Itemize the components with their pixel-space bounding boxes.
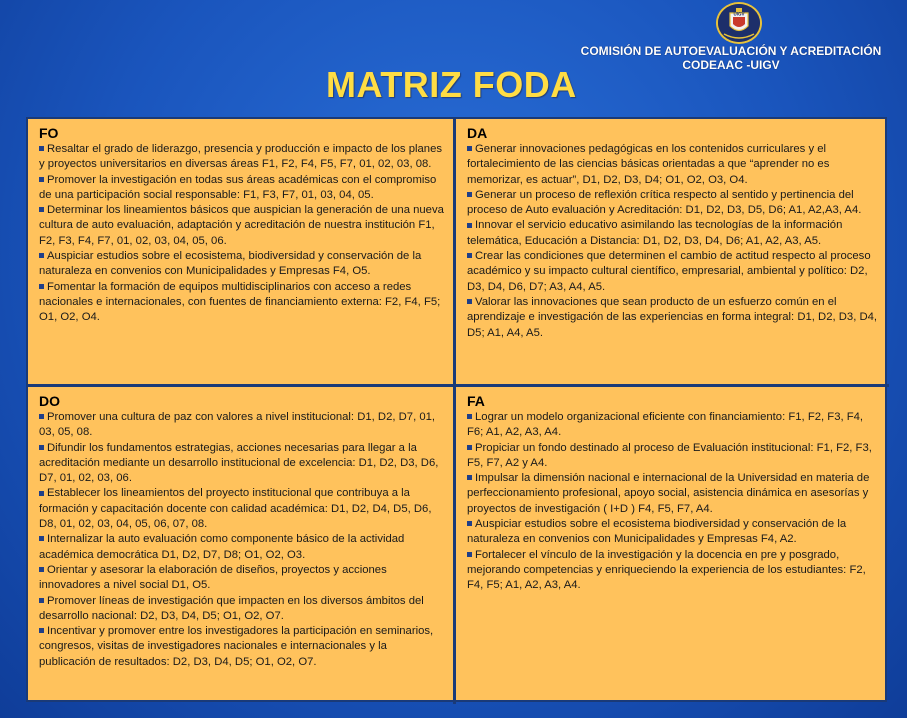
strategy-item	[39, 142, 445, 173]
square-bullet-icon	[467, 192, 472, 197]
university-logo	[716, 2, 762, 44]
quadrant-do-heading: DO	[39, 393, 60, 409]
strategy-item-text: Impulsar la dimensión nacional e internacional de la Universidad en materia de perfeccionamiento profesional, apoyo social, asistencia dinámica en asesorías y proyectos de investigación ( I+D ) F4, F5, F7, A4.	[467, 472, 870, 515]
strategy-item-text: Resaltar el grado de liderazgo, presencia y producción e impacto de los planes y proyectos universitarios en diversas áreas F1, F2, F4, F5, F7, 01, 02, 03, 08.	[39, 143, 442, 171]
quadrant-do	[28, 387, 456, 704]
square-bullet-icon	[39, 146, 44, 151]
strategy-item	[39, 441, 445, 487]
quadrant-fo-list	[39, 142, 445, 326]
strategy-item	[39, 173, 445, 204]
strategy-item	[467, 142, 881, 188]
strategy-item-text: Incentivar y promover entre los investigadores la participación en seminarios, congresos, visitas de investigadores nacionales e internacionales y la publicación de resultados: D2, D3, D4, D5; O1, O2, O7.	[39, 625, 434, 668]
strategy-item	[467, 517, 881, 548]
square-bullet-icon	[467, 475, 472, 480]
strategy-item-text: Promover la investigación en todas sus áreas académicas con el compromiso de una participación social responsable: F1, F3, F7, 01, 03, 04, 05.	[39, 173, 437, 201]
quadrant-fa	[456, 387, 889, 704]
organization-name-line1: COMISIÓN DE AUTOEVALUACIÓN Y ACREDITACIÓN	[580, 44, 882, 58]
square-bullet-icon	[39, 567, 44, 572]
square-bullet-icon	[39, 536, 44, 541]
square-bullet-icon	[39, 207, 44, 212]
square-bullet-icon	[467, 223, 472, 228]
strategy-item-text: Internalizar la auto evaluación como componente básico de la actividad académica democrática D1, D2, D7, D8; O1, O2, O3.	[39, 533, 405, 561]
quadrant-da	[456, 119, 889, 387]
strategy-item	[467, 295, 881, 341]
strategy-item	[39, 410, 445, 441]
strategy-item	[39, 563, 445, 594]
square-bullet-icon	[39, 491, 44, 496]
strategy-item-text: Difundir los fundamentos estrategias, acciones necesarias para llegar a la acreditación mediante un desarrollo institucional de excelencia: D1, D2, D3, D6, D7, 01, 02, 03, 06.	[39, 441, 439, 485]
strategy-item-text: Determinar los lineamientos básicos que auspician la generación de una nueva cultura de auto evaluación, adaptación y acreditación de nuestra institución F1, F2, F3, F4, F7, 01, 02, 03, 04, 05, 06.	[39, 204, 444, 247]
organization-name-line2: CODEAAC -UIGV	[682, 58, 780, 72]
strategy-item	[467, 188, 881, 219]
strategy-item	[39, 486, 445, 532]
square-bullet-icon	[467, 552, 472, 557]
page-title: MATRIZ FODA	[326, 64, 577, 105]
logo-lettering: UIGV	[733, 11, 745, 17]
strategy-item	[467, 410, 881, 441]
strategy-item-text: Lograr un modelo organizacional eficiente con financiamiento: F1, F2, F3, F4, F6; A1, A2, A3, A4.	[467, 411, 864, 439]
quadrant-fo	[28, 119, 456, 387]
strategy-item-text: Propiciar un fondo destinado al proceso de Evaluación institucional: F1, F2, F3, F5, F7, A2 y A4.	[467, 441, 872, 469]
strategy-item-text: Establecer los lineamientos del proyecto institucional que contribuya a la formación y capacitación docente con calidad académica: D1, D2, D4, D5, D6, D8, 01, 02, 03, 04, 05, 06, 07, 08.	[39, 487, 432, 531]
quadrant-da-heading: DA	[467, 125, 488, 141]
strategy-item	[39, 203, 445, 249]
square-bullet-icon	[39, 414, 44, 419]
square-bullet-icon	[467, 299, 472, 304]
quadrant-da-list	[467, 142, 881, 341]
square-bullet-icon	[467, 414, 472, 419]
strategy-item-text: Crear las condiciones que determinen el cambio de actitud respecto al proceso académico y su impacto cultural científico, empresarial, ambiental y político: D2, D3, D4, D6, D7; A3, A4, A5.	[467, 250, 871, 293]
strategy-item	[39, 624, 445, 670]
square-bullet-icon	[39, 598, 44, 603]
strategy-item	[467, 249, 881, 295]
organization-name	[555, 44, 907, 72]
foda-matrix	[26, 117, 887, 702]
strategy-item-text: Promover una cultura de paz con valores a nivel institucional: D1, D2, D7, 01, 03, 05, 08.	[39, 411, 436, 439]
square-bullet-icon	[39, 177, 44, 182]
strategy-item	[467, 471, 881, 517]
strategy-item-text: Innovar el servicio educativo asimilando las tecnologías de la información telemática, Educación a Distancia: D1, D2, D3, D4, D6; A1, A2, A3, A5.	[467, 219, 843, 247]
strategy-item-text: Auspiciar estudios sobre el ecosistema, biodiversidad y conservación de la naturaleza en convenios con Municipalidades y Empresas F4, O5.	[39, 250, 422, 278]
strategy-item	[39, 249, 445, 280]
strategy-item	[467, 218, 881, 249]
square-bullet-icon	[39, 253, 44, 258]
strategy-item-text: Orientar y asesorar la elaboración de diseños, proyectos y acciones innovadores a nivel social D1, O5.	[39, 563, 387, 592]
strategy-item	[467, 441, 881, 472]
strategy-item	[467, 548, 881, 594]
strategy-item-text: Generar innovaciones pedagógicas en los contenidos curriculares y el fortalecimiento de las ciencias básicas orientadas a que “aprender no es memorizar, es actuar”, D1, D2, D3, D4; O1, O2, O3, O4.	[467, 143, 830, 186]
square-bullet-icon	[39, 445, 44, 450]
strategy-item	[39, 594, 445, 625]
square-bullet-icon	[467, 253, 472, 258]
strategy-item	[39, 280, 445, 326]
strategy-item	[39, 532, 445, 563]
square-bullet-icon	[39, 284, 44, 289]
strategy-item-text: Promover líneas de investigación que impacten en los diversos ámbitos del desarrollo nacional: D2, D3, D4, D5; O1, O2, O7.	[39, 594, 424, 622]
strategy-item-text: Valorar las innovaciones que sean producto de un esfuerzo común en el aprendizaje e investigación de las experiencias en forma integral: D1, D2, D3, D4, D5; A1, A4, A5.	[467, 295, 878, 339]
square-bullet-icon	[39, 628, 44, 633]
quadrant-fa-list	[467, 410, 881, 594]
square-bullet-icon	[467, 445, 472, 450]
square-bullet-icon	[467, 146, 472, 151]
quadrant-fa-heading: FA	[467, 393, 485, 409]
strategy-item-text: Fortalecer el vínculo de la investigación y la docencia en pre y posgrado, mejorando competencias y enriqueciendo la experiencia de los estudiantes: F2, F4, F5; A1, A2, A3, A4.	[467, 548, 866, 592]
strategy-item-text: Generar un proceso de reflexión crítica respecto al sentido y pertinencia del proceso de Auto evaluación y Acreditación: D1, D2, D3, D5, D6; A1, A2,A3, A4.	[467, 188, 862, 217]
crest-icon	[718, 4, 760, 42]
strategy-item-text: Auspiciar estudios sobre el ecosistema biodiversidad y conservación de la naturaleza en convenios con Municipalidades y Empresas F4, A2.	[467, 518, 847, 546]
strategy-item-text: Fomentar la formación de equipos multidisciplinarios con acceso a redes nacionales e internacionales, con fuentes de financiamiento externa: F2, F4, F5; O1, O2, O4.	[39, 280, 441, 324]
quadrant-fo-heading: FO	[39, 125, 59, 141]
quadrant-do-list	[39, 410, 445, 670]
square-bullet-icon	[467, 521, 472, 526]
